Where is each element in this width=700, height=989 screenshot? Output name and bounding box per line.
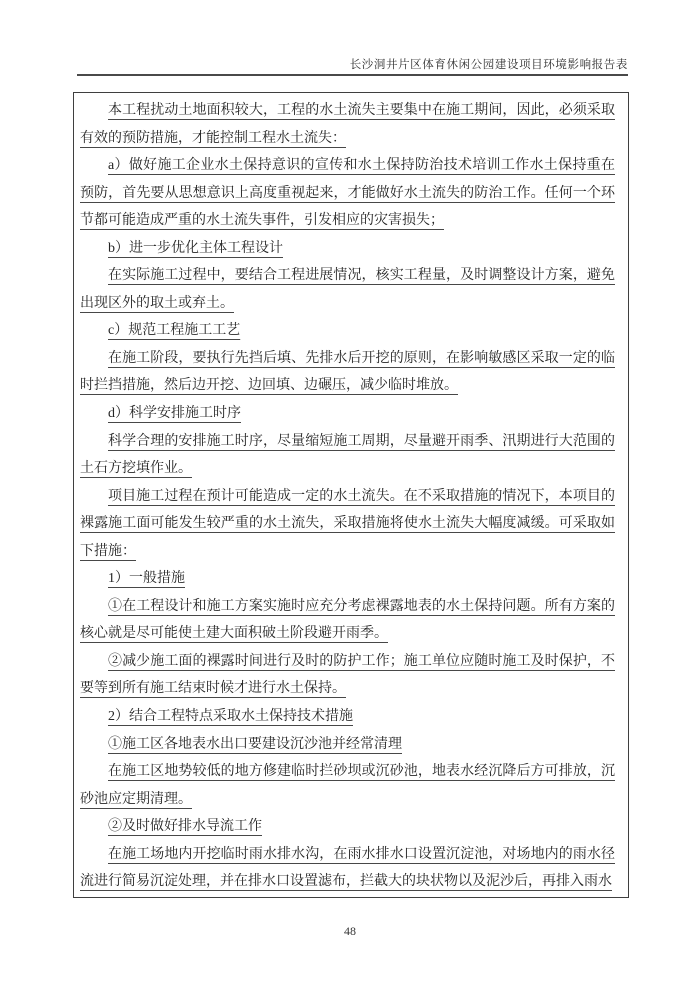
page-header-title: 长沙洞井片区体育休闲公园建设项目环境影响报告表	[349, 59, 628, 71]
paragraph: 本工程扰动土地面积较大，工程的水土流失主要集中在施工期间，因此，必须采取有效的预防措施，才能控制工程水土流失：	[80, 103, 615, 146]
paragraph: d）科学安排施工时序	[108, 406, 241, 422]
paragraph: 在施工场地内开挖临时雨水排水沟，在雨水排水口设置沉淀池，对场地内的雨水径流进行简易沉淀处理，并在排水口设置滤布，拦截大的块状物以及泥沙后，再排入雨水	[80, 846, 615, 890]
paragraph: ①在工程设计和施工方案实施时应充分考虑裸露地表的水土保持问题。所有方案的核心就是尽可能使土建大面积破土阶段避开雨季。	[80, 598, 615, 642]
paragraph: ①施工区各地表水出口要建设沉沙池并经常清理	[108, 736, 402, 752]
page-number: 48	[344, 924, 356, 938]
paragraph: 科学合理的安排施工时序，尽量缩短施工周期，尽量避开雨季、汛期进行大范围的土石方挖填作业。	[80, 433, 615, 477]
paragraph: 项目施工过程在预计可能造成一定的水土流失。在不采取措施的情况下，本项目的裸露施工面可能发生较严重的水土流失，采取措施将使水土流失大幅度减缓。可采取如下措施：	[80, 488, 615, 559]
paragraph: 1）一般措施	[108, 571, 185, 587]
paragraph: 在施工区地势较低的地方修建临时拦砂坝或沉砂池，地表水经沉降后方可排放，沉砂池应定期清理。	[80, 764, 615, 807]
header-rule	[77, 74, 628, 76]
paragraph: 在实际施工过程中，要结合工程进展情况，核实工程量，及时调整设计方案，避免出现区外的取土或弃土。	[80, 268, 615, 311]
paragraph: b）进一步优化主体工程设计	[108, 240, 283, 256]
paragraph: ②及时做好排水导流工作	[108, 819, 262, 835]
paragraph: 在施工阶段，要执行先挡后填、先排水后开挖的原则，在影响敏感区采取一定的临时拦挡措施，然后边开挖、边回填、边碾压，减少临时堆放。	[80, 350, 615, 394]
paragraph: 2）结合工程特点采取水土保持技术措施	[108, 709, 353, 725]
report-text-cell	[73, 92, 629, 898]
paragraph: ②减少施工面的裸露时间进行及时的防护工作；施工单位应随时施工及时保护，不要等到所有施工结束时候才进行水土保持。	[80, 653, 615, 697]
paragraph: c）规范工程施工工艺	[108, 323, 241, 339]
paragraph: a）做好施工企业水土保持意识的宣传和水土保持防治技术培训工作水土保持重在预防，首先要从思想意识上高度重视起来，才能做好水土流失的防治工作。任何一个环节都可能造成严重的水土流失事件，引发相应的灾害损失；	[80, 158, 615, 229]
